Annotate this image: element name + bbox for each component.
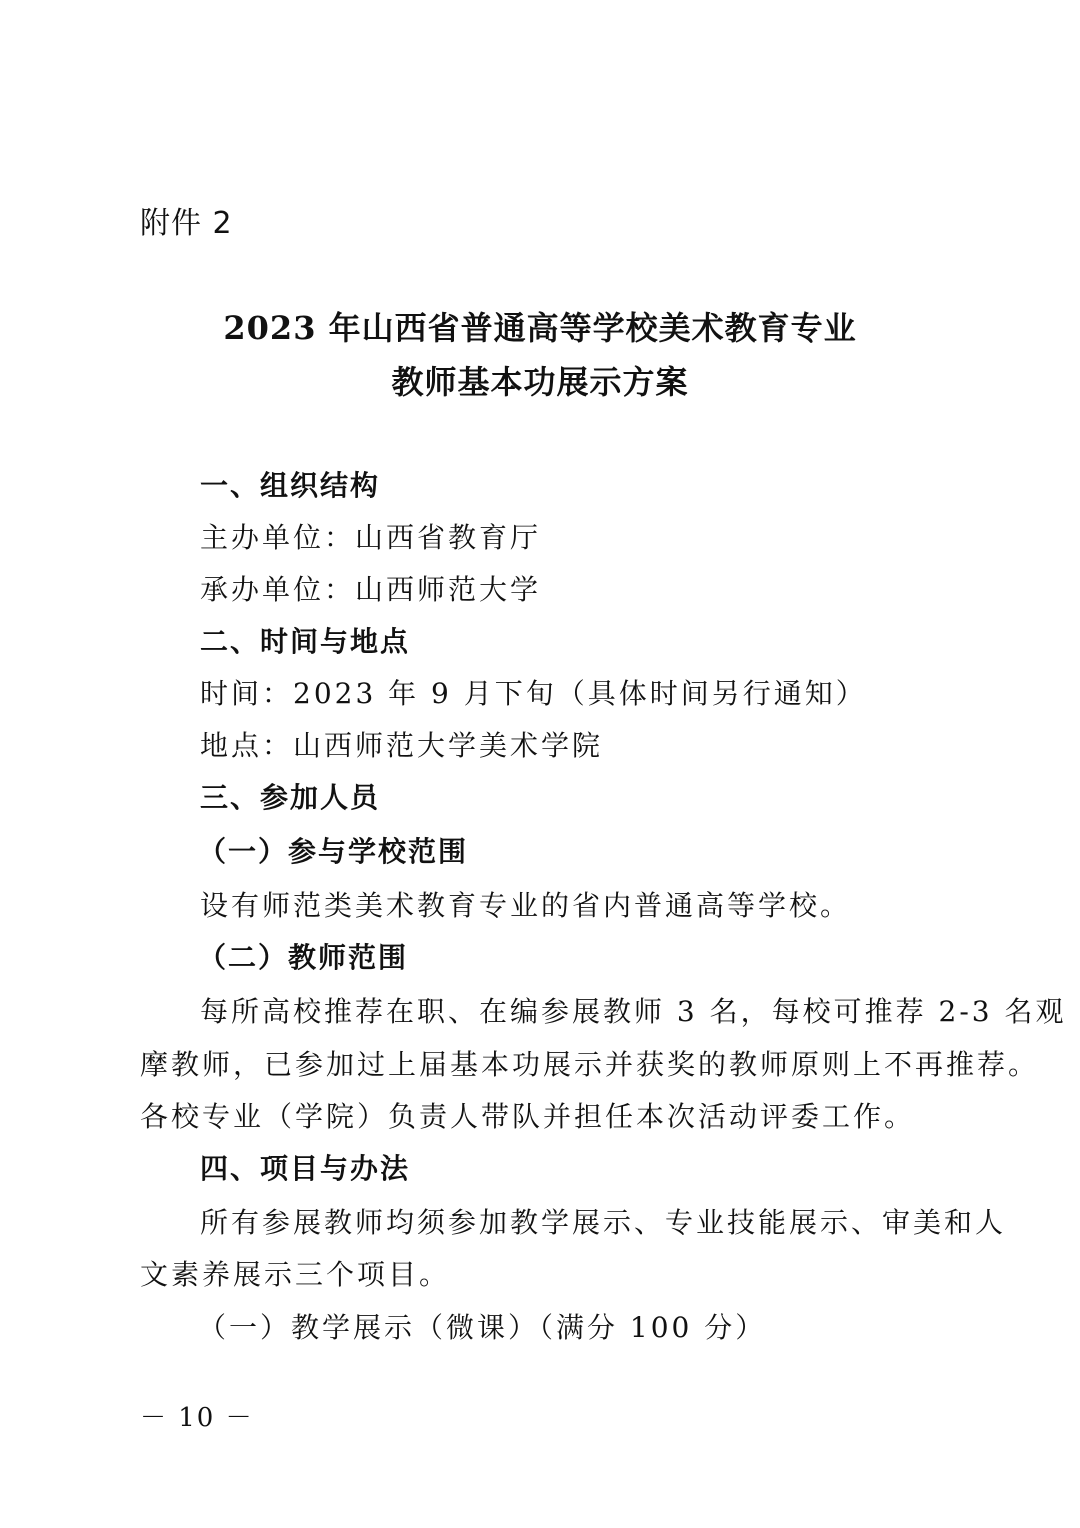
organizer-line: 主办单位：山西省教育厅 <box>200 521 542 554</box>
place-line: 地点：山西师范大学美术学院 <box>200 729 604 762</box>
subsection-heading-teacher-scope: （二）教师范围 <box>198 941 409 974</box>
projects-text-line-2: 文素养展示三个项目。 <box>140 1258 451 1291</box>
school-scope-text: 设有师范类美术教育专业的省内普通高等学校。 <box>200 889 852 922</box>
section-heading-participants: 三、参加人员 <box>200 781 381 814</box>
document-title-line-2: 教师基本功展示方案 <box>391 363 689 401</box>
subsection-heading-school-scope: （一）参与学校范围 <box>198 835 469 868</box>
host-line: 承办单位：山西师范大学 <box>200 573 542 606</box>
page-number: － 10 － <box>140 1403 254 1433</box>
attachment-label: 附件 2 <box>140 206 233 241</box>
teacher-scope-text-line-3: 各校专业（学院）负责人带队并担任本次活动评委工作。 <box>140 1100 916 1133</box>
document-title-line-1: 2023 年山西省普通高等学校美术教育专业 <box>223 309 857 347</box>
teacher-scope-text-line-2: 摩教师，已参加过上届基本功展示并获奖的教师原则上不再推荐。 <box>140 1048 1040 1081</box>
time-line: 时间：2023 年 9 月下旬（具体时间另行通知） <box>200 677 867 710</box>
subsection-heading-teaching-demo: （一）教学展示（微课）（满分 100 分） <box>198 1311 767 1344</box>
teacher-scope-text-line-1: 每所高校推荐在职、在编参展教师 3 名，每校可推荐 2-3 名观 <box>200 995 1067 1028</box>
projects-text-line-1: 所有参展教师均须参加教学展示、专业技能展示、审美和人 <box>200 1206 1007 1239</box>
section-heading-projects: 四、项目与办法 <box>200 1152 411 1185</box>
section-heading-organization: 一、组织结构 <box>200 469 381 502</box>
section-heading-time-place: 二、时间与地点 <box>200 625 411 658</box>
